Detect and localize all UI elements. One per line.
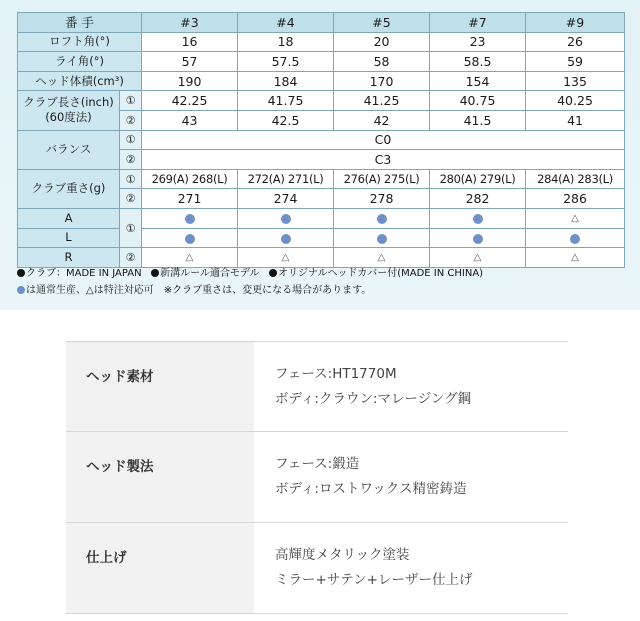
availability-cell xyxy=(334,208,430,228)
cell: 58 xyxy=(334,52,430,72)
flex-label: A xyxy=(18,208,120,228)
standard-dot-icon xyxy=(185,234,195,244)
col-header: #5 xyxy=(334,13,430,33)
cell: 274 xyxy=(238,189,334,209)
flex-label: R xyxy=(18,248,120,268)
cell: 269(A) 268(L) xyxy=(142,169,238,189)
loft-row xyxy=(18,32,625,52)
spec-notes xyxy=(17,265,483,299)
materials-line: 高輝度メタリック塗装 xyxy=(275,547,410,563)
standard-dot-icon xyxy=(377,234,387,244)
note-text: オリジナルヘッドカバー付(MADE IN CHINA) xyxy=(278,268,484,279)
flex-row-l xyxy=(18,228,625,248)
cell: 41.5 xyxy=(430,110,526,130)
cell: 184 xyxy=(238,71,334,91)
cell: 59 xyxy=(526,52,625,72)
col-header: #4 xyxy=(238,13,334,33)
length-label-line1: クラブ長さ(inch) xyxy=(23,95,114,110)
cell: 135 xyxy=(526,71,625,91)
shaft-marker: ① xyxy=(120,130,142,150)
standard-dot-icon xyxy=(570,234,580,244)
shaft-marker: ② xyxy=(120,110,142,130)
materials-label: 仕上げ xyxy=(66,523,254,614)
shaft-marker: ① xyxy=(120,91,142,111)
materials-value xyxy=(254,432,568,523)
shaft-marker: ① xyxy=(120,169,142,189)
notes-line-2 xyxy=(17,282,483,299)
balance-row-1 xyxy=(18,130,625,150)
availability-cell xyxy=(334,228,430,248)
cell: 41.75 xyxy=(238,91,334,111)
bullet-icon xyxy=(17,269,25,277)
length-label-line2: (60度法) xyxy=(45,110,92,125)
availability-cell xyxy=(430,228,526,248)
shaft-marker: ② xyxy=(120,248,142,268)
availability-cell xyxy=(526,248,625,268)
cell: 276(A) 275(L) xyxy=(334,169,430,189)
availability-cell xyxy=(238,228,334,248)
note-text: 新溝ルール適合モデル xyxy=(160,268,260,279)
cell: 18 xyxy=(238,32,334,52)
custom-order-triangle-icon: △ xyxy=(377,252,386,264)
cell: 42.5 xyxy=(238,110,334,130)
col-header: #7 xyxy=(430,13,526,33)
cell: 58.5 xyxy=(430,52,526,72)
volume-row xyxy=(18,71,625,91)
cell: C3 xyxy=(142,150,625,170)
weight-row-1 xyxy=(18,169,625,189)
standard-dot-icon xyxy=(281,214,291,224)
cell: 284(A) 283(L) xyxy=(526,169,625,189)
materials-label: ヘッド素材 xyxy=(66,342,254,432)
cell: 40.75 xyxy=(430,91,526,111)
standard-dot-icon xyxy=(377,214,387,224)
length-row-1 xyxy=(18,91,625,111)
availability-cell xyxy=(142,208,238,228)
cell: 57.5 xyxy=(238,52,334,72)
standard-dot-icon xyxy=(281,234,291,244)
custom-order-triangle-icon: △ xyxy=(473,252,482,264)
row-label: ライ角(°) xyxy=(18,52,142,72)
bullet-icon xyxy=(151,269,159,277)
materials-value xyxy=(254,523,568,614)
cell: 286 xyxy=(526,189,625,209)
cell: 278 xyxy=(334,189,430,209)
cell: 271 xyxy=(142,189,238,209)
row-label: ヘッド体積(cm³) xyxy=(18,71,142,91)
cell: 42.25 xyxy=(142,91,238,111)
custom-order-triangle-icon: △ xyxy=(571,252,579,264)
materials-value xyxy=(254,342,568,432)
materials-row xyxy=(66,523,568,614)
availability-cell xyxy=(526,228,625,248)
header-label: 番 手 xyxy=(18,13,142,33)
cell: 43 xyxy=(142,110,238,130)
cell: 23 xyxy=(430,32,526,52)
standard-dot-icon xyxy=(473,234,483,244)
materials-row xyxy=(66,342,568,432)
cell: 154 xyxy=(430,71,526,91)
note-text: は通常生産、△は特注対応可 ※クラブ重さは、変更になる場合があります。 xyxy=(26,285,372,296)
custom-order-triangle-icon: △ xyxy=(185,252,194,264)
notes-line-1 xyxy=(17,265,483,282)
balance-label: バランス xyxy=(18,130,120,169)
materials-line: ボディ:クラウン:マレージング鋼 xyxy=(275,390,472,407)
availability-cell xyxy=(430,208,526,228)
materials-line: フェース:HT1770M xyxy=(275,366,397,382)
col-header: #3 xyxy=(142,13,238,33)
standard-dot-icon xyxy=(473,214,483,224)
spec-table xyxy=(17,12,625,268)
cell: C0 xyxy=(142,130,625,150)
cell: 41.25 xyxy=(334,91,430,111)
cell: 280(A) 279(L) xyxy=(430,169,526,189)
cell: 40.25 xyxy=(526,91,625,111)
row-label: ロフト角(°) xyxy=(18,32,142,52)
flex-label: L xyxy=(18,228,120,248)
cell: 57 xyxy=(142,52,238,72)
cell: 42 xyxy=(334,110,430,130)
shaft-marker: ② xyxy=(120,150,142,170)
flex-row-a xyxy=(18,208,625,228)
materials-line: フェース:鍛造 xyxy=(275,456,360,472)
header-row xyxy=(18,13,625,33)
custom-order-triangle-icon: △ xyxy=(281,252,290,264)
standard-dot-icon xyxy=(17,286,25,294)
cell: 16 xyxy=(142,32,238,52)
weight-label: クラブ重さ(g) xyxy=(18,169,120,208)
cell: 26 xyxy=(526,32,625,52)
standard-dot-icon xyxy=(185,214,195,224)
availability-cell xyxy=(238,208,334,228)
materials-label: ヘッド製法 xyxy=(66,432,254,523)
cell: 170 xyxy=(334,71,430,91)
cell: 20 xyxy=(334,32,430,52)
materials-table xyxy=(66,341,568,614)
availability-cell xyxy=(142,228,238,248)
shaft-marker: ② xyxy=(120,189,142,209)
cell: 190 xyxy=(142,71,238,91)
col-header: #9 xyxy=(526,13,625,33)
materials-line: ボディ:ロストワックス精密鋳造 xyxy=(275,480,467,497)
materials-row xyxy=(66,432,568,523)
availability-cell xyxy=(526,208,625,228)
materials-line: ミラー+サテン+レーザー仕上げ xyxy=(275,571,473,588)
bullet-icon xyxy=(269,269,277,277)
cell: 282 xyxy=(430,189,526,209)
shaft-marker: ① xyxy=(120,208,142,247)
cell: 272(A) 271(L) xyxy=(238,169,334,189)
cell: 41 xyxy=(526,110,625,130)
custom-order-triangle-icon: △ xyxy=(571,213,579,225)
lie-row xyxy=(18,52,625,72)
length-label xyxy=(18,91,120,130)
note-text: クラブ：MADE IN JAPAN xyxy=(26,268,142,279)
